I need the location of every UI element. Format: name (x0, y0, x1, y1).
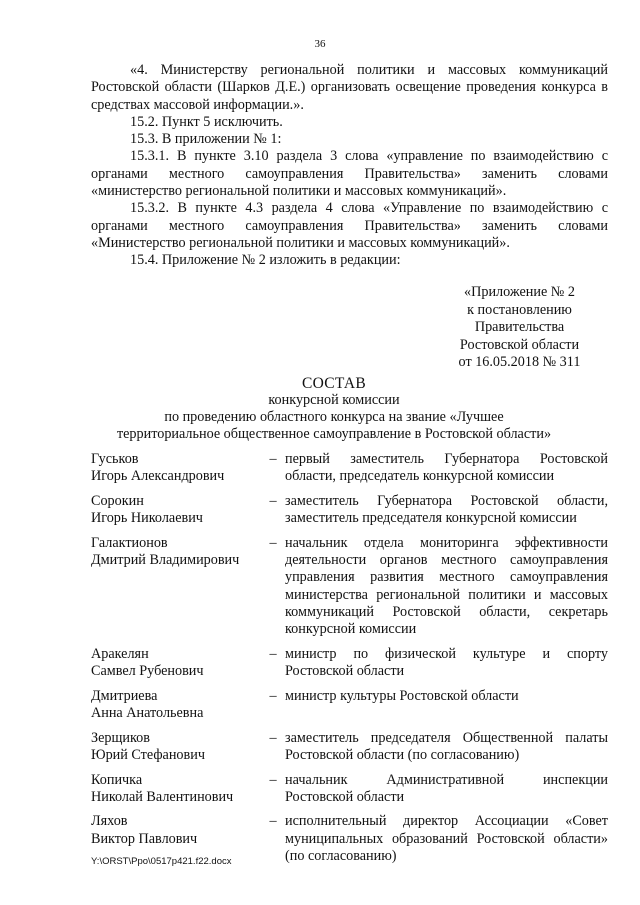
member-row (91, 730, 608, 765)
dash-separator: – (269, 534, 277, 551)
amendment-text (91, 62, 608, 270)
member-given-name: Анна Анатольевна (91, 705, 204, 722)
dash-separator: – (269, 645, 277, 662)
member-given-name: Дмитрий Владимирович (91, 552, 240, 569)
appendix-header-line: «Приложение № 2 (464, 284, 575, 300)
member-given-name: Юрий Стефанович (91, 746, 205, 763)
page-number: 36 (314, 38, 326, 50)
member-name (91, 688, 261, 723)
paragraph: 15.3. В приложении № 1: (130, 131, 282, 148)
dash-separator: – (269, 729, 277, 746)
dash-separator: – (269, 813, 277, 830)
appendix-header-line: Правительства (474, 319, 565, 335)
member-role: исполнительный директор Ассоциации «Совет муниципальных образований Ростовской области» (по согласованию) (285, 813, 608, 865)
member-role: начальник отдела мониторинга эффективности деятельности органов местного самоуправления управления развития местного самоуправления министерства региональной политики и массовых коммуникаций Ростовской области, секретарь конкурсной комиссии (285, 534, 608, 638)
member-surname: Копичка (91, 771, 143, 788)
member-surname: Зерщиков (91, 729, 150, 746)
appendix-header-line: Ростовской области (459, 336, 580, 353)
paragraph: 15.3.2. В пункте 4.3 раздела 4 слова «Управление по взаимодействию с органами местного самоуправления Правительства» заменить словами «Министерство региональной политики и массовых коммуникаций». (91, 200, 608, 251)
paragraph: «4. Министерству региональной политики и массовых коммуникаций Ростовской области (Шарков Д.Е.) организовать освещение проведения конкурса в средствах массовой информации.». (91, 62, 608, 113)
member-row (91, 646, 608, 681)
member-surname: Дмитриева (91, 687, 158, 704)
member-name (91, 730, 261, 765)
member-name (91, 535, 261, 639)
member-row (91, 493, 608, 528)
composition-title-line: по проведению областного конкурса на звание «Лучшее (164, 409, 504, 425)
file-path-footer: Y:\ORST\Ppo\0517p421.f22.docx (91, 856, 232, 867)
member-role: первый заместитель Губернатора Ростовской области, председатель конкурсной комиссии (285, 451, 608, 485)
member-surname: Ляхов (91, 813, 128, 830)
paragraph: 15.3.1. В пункте 3.10 раздела 3 слова «управление по взаимодействию с органами местного самоуправления Правительства» заменить словами «министерство региональной политики и массовых коммуникаций». (91, 148, 608, 200)
member-surname: Аракелян (91, 645, 149, 662)
member-role: начальник Административной инспекции Ростовской области (285, 771, 608, 805)
member-row (91, 451, 608, 486)
member-given-name: Самвел Рубенович (91, 663, 204, 680)
member-surname: Сорокин (91, 492, 144, 509)
composition-title-line: конкурсной комиссии (268, 392, 400, 408)
member-role: заместитель председателя Общественной палаты Ростовской области (по согласованию) (285, 729, 608, 763)
member-given-name: Николай Валентинович (91, 788, 234, 805)
paragraph: 15.2. Пункт 5 исключить. (130, 113, 283, 130)
member-given-name: Виктор Павлович (91, 830, 198, 847)
member-role: министр культуры Ростовской области (285, 687, 519, 704)
member-surname: Гуськов (91, 451, 139, 467)
member-surname: Галактионов (91, 534, 168, 551)
appendix-header-line: к постановлению (467, 301, 572, 318)
dash-separator: – (269, 451, 277, 467)
composition-title-main: СОСТАВ (301, 375, 367, 392)
member-role: министр по физической культуре и спорту Ростовской области (285, 645, 608, 680)
dash-separator: – (269, 771, 277, 788)
appendix-header (446, 284, 593, 372)
member-given-name: Игорь Николаевич (91, 510, 203, 527)
dash-separator: – (269, 492, 277, 509)
member-name (91, 646, 261, 681)
member-role: заместитель Губернатора Ростовской области, заместитель председателя конкурсной комиссии (285, 492, 608, 527)
member-row (91, 535, 608, 639)
member-name (91, 772, 261, 807)
member-name (91, 493, 261, 528)
member-given-name: Игорь Александрович (91, 468, 225, 485)
member-row (91, 688, 608, 723)
composition-title-line: территориальное общественное самоуправление в Ростовской области» (116, 426, 552, 442)
commission-members-list (91, 451, 608, 873)
member-row (91, 772, 608, 807)
member-name (91, 451, 261, 486)
paragraph: 15.4. Приложение № 2 изложить в редакции: (130, 252, 401, 269)
appendix-header-line: от 16.05.2018 № 311 (458, 354, 581, 370)
dash-separator: – (269, 687, 277, 704)
composition-title (91, 375, 577, 443)
